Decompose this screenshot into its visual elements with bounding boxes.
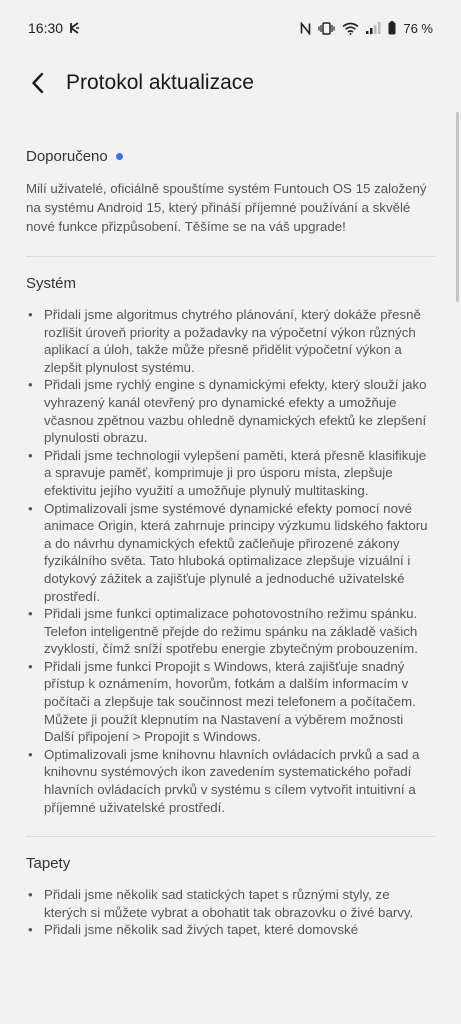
new-indicator-dot (116, 153, 123, 160)
page-title: Protokol aktualizace (66, 71, 254, 94)
app-bar (0, 56, 461, 110)
scrollbar[interactable] (456, 112, 459, 302)
recommended-section (26, 148, 435, 236)
list-item: • Přidali jsme funkci Propojit s Windows, která zajišťuje snadný přístup k oznámením, hovorům, fotkám a dalším informacím v počítači a zlepšuje tak součinnost mezi telefonem a počítačem. Můžete ji použít klepnutím na Nastavení a výběrem možnosti Další připojení > Propojit s Windows. (26, 658, 435, 746)
wallpapers-section (26, 855, 435, 939)
recommended-title-row (26, 148, 435, 165)
battery-icon (388, 21, 396, 35)
back-arrow-icon (31, 72, 45, 94)
recommended-title: Doporučeno (26, 148, 108, 165)
system-title: Systém (26, 275, 77, 292)
recommended-text: Milí uživatelé, oficiálně spouštíme systém Funtouch OS 15 založený na systému Android 15, který přináší příjemné používání a skvělé nové funkce přizpůsobení. Těšíme se na váš upgrade! (26, 181, 427, 234)
nfc-icon (300, 22, 311, 35)
vibrate-icon (318, 22, 335, 35)
vpn-icon (69, 22, 81, 34)
wallpapers-list (26, 886, 435, 939)
wallpapers-title: Tapety (26, 855, 71, 873)
list-item: • Přidali jsme rychlý engine s dynamickými efekty, který slouží jako vyhrazený kanál otevřený pro dynamické efekty a umožňuje včasnou zpětnou vazbu ohledně dynamických efektů ke zlepšení plynulosti obrazu. (26, 376, 435, 446)
wallpapers-title-row (26, 855, 435, 872)
list-item: • Přidali jsme několik sad živých tapet, které domovské (26, 921, 435, 939)
changelog-content[interactable] (26, 140, 435, 939)
system-section (26, 275, 435, 816)
status-right (300, 21, 433, 36)
status-time: 16:30 (28, 20, 64, 36)
back-button[interactable] (24, 69, 52, 97)
battery-percent: 76 % (403, 20, 433, 36)
list-item: • Optimalizovali jsme systémové dynamické efekty pomocí nové animace Origin, která zahrnuje principy výzkumu lidského faktoru a do návrhu dynamických efektů začleňuje přirozené zákony fyzikálního světa. Tato hluboká optimalizace zlepšuje vizuální i dotykový zážitek a zajišťuje plynulé a jednoduché uživatelské prostředí. (26, 500, 435, 606)
list-item: • Přidali jsme technologii vylepšení paměti, která přesně klasifikuje a spravuje paměť, komprimuje ji pro úsporu místa, zlepšuje efektivitu jejího využití a umožňuje plynulý multitasking. (26, 447, 435, 500)
status-bar (0, 0, 461, 56)
list-item: • Přidali jsme funkci optimalizace pohotovostního režimu spánku. Telefon inteligentně přejde do režimu spánku na základě vašich zvyklostí, čímž sníží spotřebu energie zbytečným probouzením. (26, 605, 435, 658)
divider (26, 256, 435, 257)
status-left (28, 20, 81, 36)
signal-icon (366, 22, 381, 34)
list-item: • Přidali jsme algoritmus chytrého plánování, který dokáže přesně rozlišit úroveň priority a požadavky na výpočetní výkon různých aplikací a úloh, takže může přesně přidělit výpočetní výkon a zlepšit plynulost systému. (26, 306, 435, 376)
wifi-icon (342, 22, 359, 35)
system-title-row (26, 275, 435, 292)
list-item: • Přidali jsme několik sad statických tapet s různými styly, ze kterých si můžete vybrat a obohatit tak obrazovku o živé barvy. (26, 886, 435, 921)
system-list (26, 306, 435, 816)
list-item: • Optimalizovali jsme knihovnu hlavních ovládacích prvků a sad a knihovnu systémových ikon zavedením systematického pořadí hlavních ovládacích prvků v systému s cílem vytvořit intuitivní a příjemné uživatelské prostředí. (26, 746, 435, 816)
divider (26, 836, 435, 837)
